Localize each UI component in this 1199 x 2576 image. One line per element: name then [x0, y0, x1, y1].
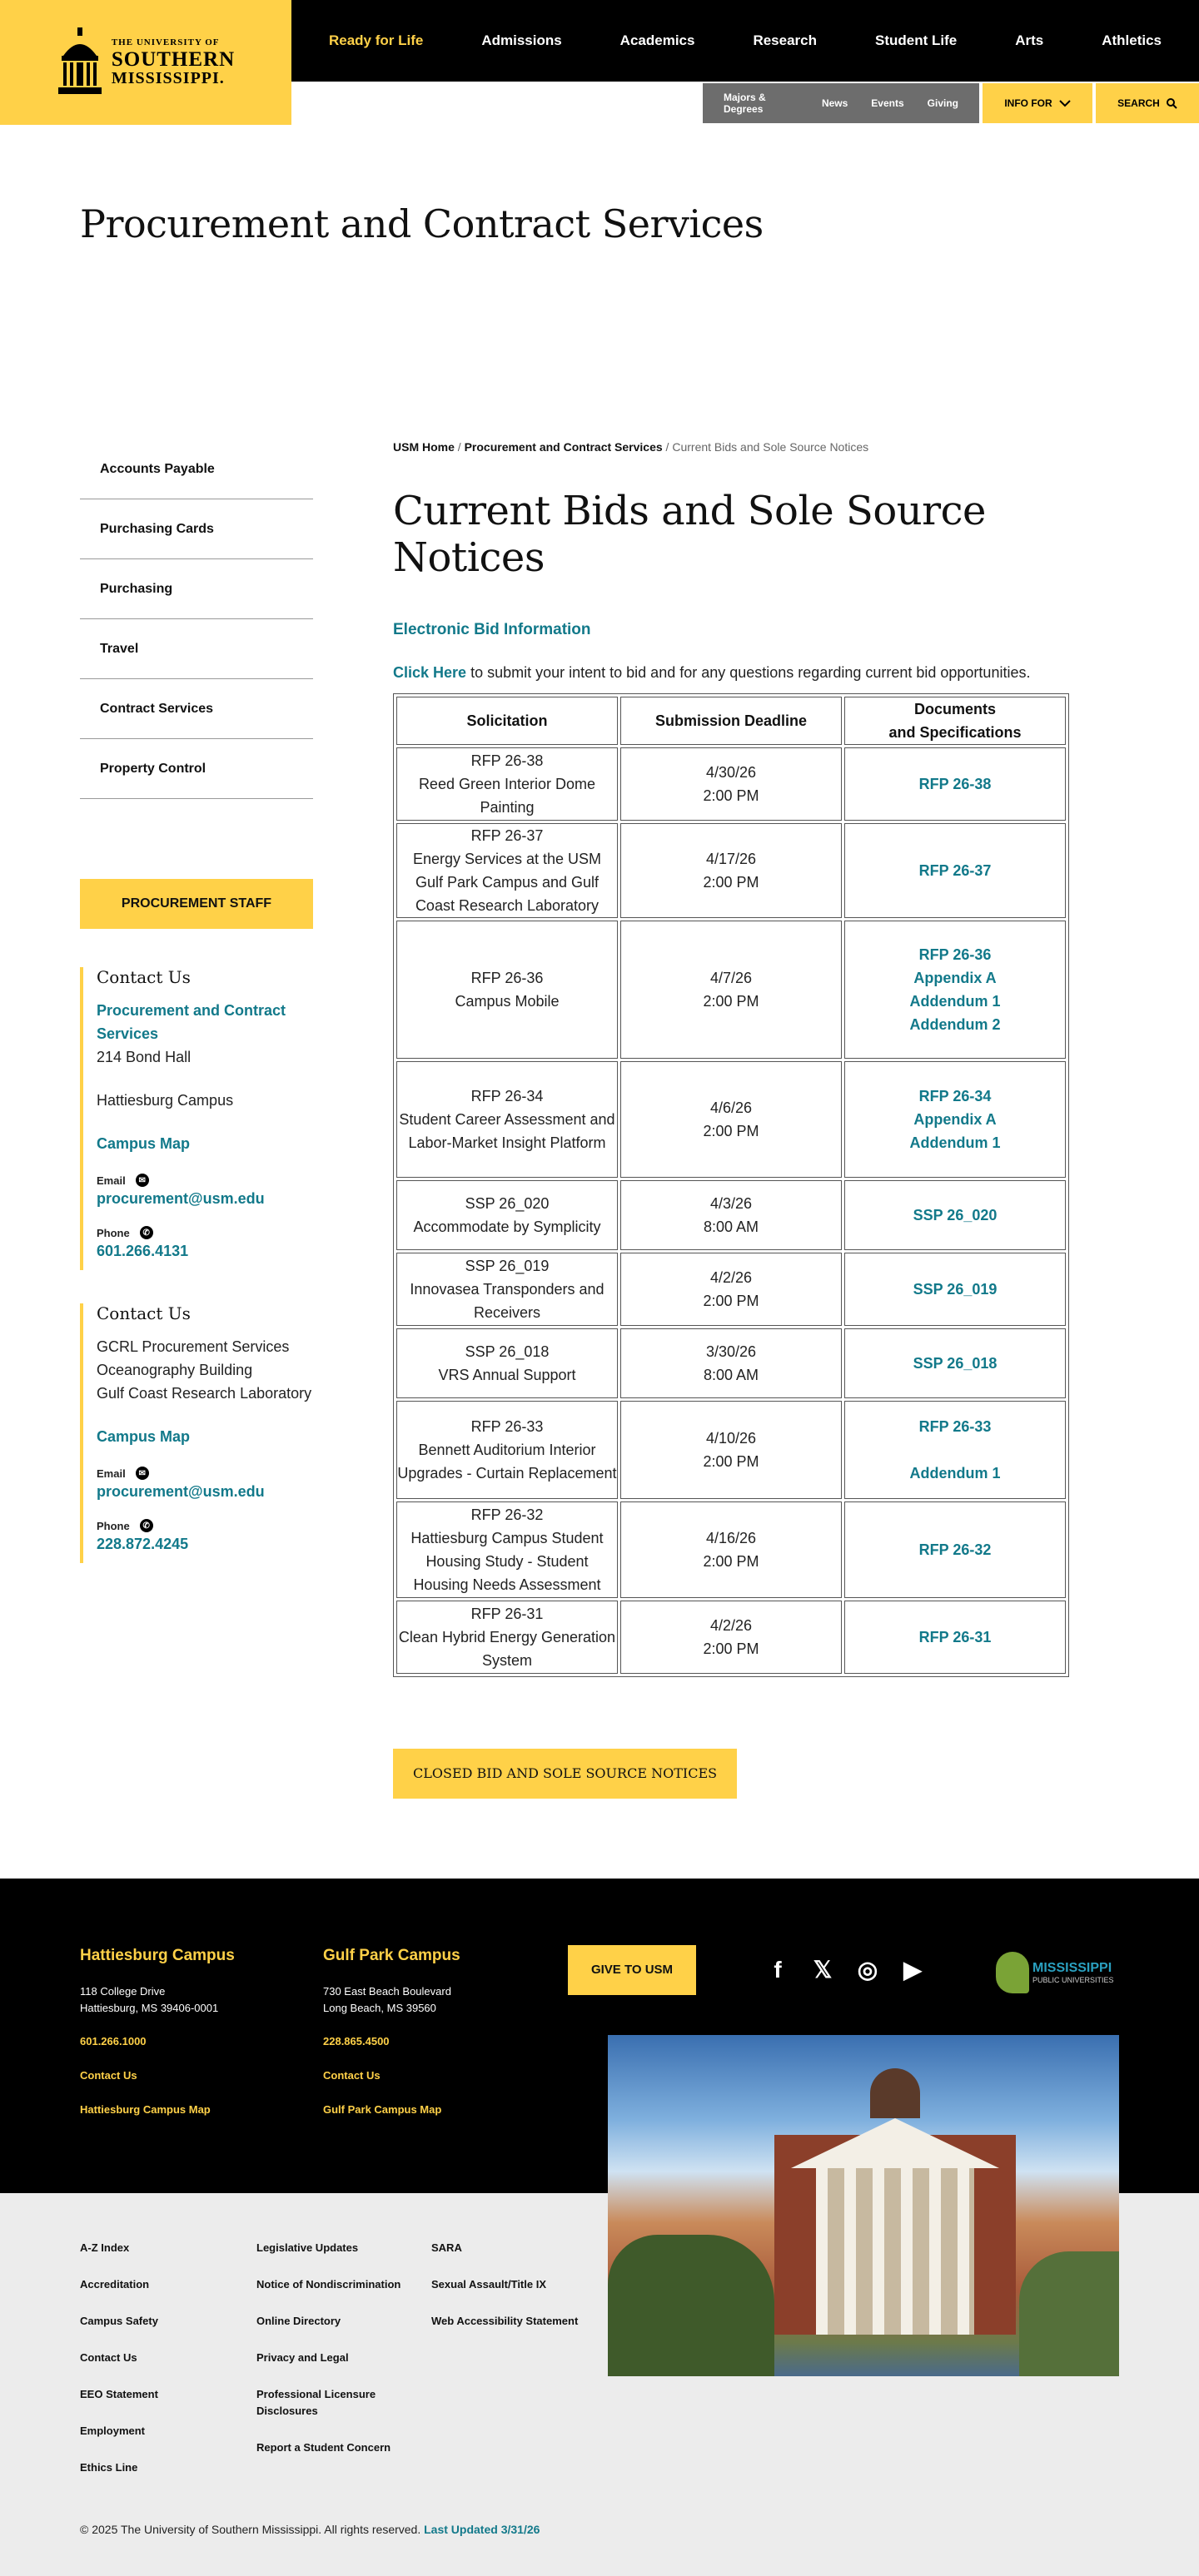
document-link[interactable]: RFP 26-34	[918, 1088, 992, 1104]
site-header	[0, 0, 1199, 125]
search-button[interactable]	[1096, 83, 1199, 123]
nav-academics[interactable]: Academics	[619, 32, 695, 48]
solicitation-cell: RFP 26-36 Campus Mobile	[396, 921, 618, 1059]
footer-link[interactable]: EEO Statement	[80, 2388, 158, 2400]
nav-student-life[interactable]: Student Life	[874, 32, 958, 48]
x-icon[interactable]: 𝕏	[813, 1957, 833, 1983]
email-link[interactable]: procurement@usm.edu	[97, 1190, 265, 1207]
campus-building-photo	[608, 2035, 1119, 2376]
footer-link[interactable]: Report a Student Concern	[256, 2441, 391, 2454]
utility-nav	[703, 83, 1199, 123]
logo-line-1: THE UNIVERSITY OF	[111, 37, 220, 47]
info-for-label: INFO FOR	[1004, 97, 1052, 109]
documents-cell	[844, 1253, 1066, 1326]
solicitation-cell: RFP 26-34 Student Career Assessment and Labor-Market Insight Platform	[396, 1061, 618, 1178]
electronic-bid-info-link[interactable]: Electronic Bid Information	[393, 621, 591, 638]
click-here-link[interactable]: Click Here	[393, 664, 467, 681]
youtube-icon[interactable]: ▶	[903, 1957, 922, 1983]
header-documents: Documents and Specifications	[844, 697, 1066, 745]
deadline-cell: 4/6/26 2:00 PM	[620, 1061, 842, 1178]
footer-links-col-3	[431, 2240, 581, 2350]
instagram-icon[interactable]: ◎	[857, 1957, 878, 1983]
social-links	[764, 1953, 926, 1987]
sidebar-item-purchasing[interactable]: Purchasing	[80, 559, 313, 619]
solicitation-cell: SSP 26_019 Innovasea Transponders and Receivers	[396, 1253, 618, 1326]
phone-link[interactable]: 228.872.4245	[97, 1536, 189, 1552]
contact-heading: Contact Us	[97, 1303, 191, 1323]
document-link[interactable]: Appendix A	[913, 1111, 997, 1128]
footer-link[interactable]: Contact Us	[80, 2351, 137, 2364]
table-row	[396, 1061, 1066, 1178]
campus-map-link[interactable]: Campus Map	[97, 1428, 191, 1445]
campus-contact-link[interactable]: Contact Us	[323, 2069, 381, 2082]
site-footer	[0, 1879, 1199, 2576]
deadline-cell: 4/3/26 8:00 AM	[620, 1180, 842, 1250]
nav-athletics[interactable]: Athletics	[1102, 32, 1162, 48]
university-logo[interactable]	[0, 0, 291, 125]
deadline-cell: 4/7/26 2:00 PM	[620, 921, 842, 1059]
table-row	[396, 1253, 1066, 1326]
document-link[interactable]: RFP 26-31	[918, 1629, 992, 1645]
copyright: © 2025 The University of Southern Mississippi. All rights reserved. Last Updated 3/31/26	[80, 2523, 540, 2536]
solicitation-cell: RFP 26-33 Bennett Auditorium Interior Upgrades - Curtain Replacement	[396, 1401, 618, 1499]
deadline-cell: 4/16/26 2:00 PM	[620, 1501, 842, 1598]
campus-map-link[interactable]: Hattiesburg Campus Map	[80, 2103, 211, 2116]
email-icon: ✉	[136, 1174, 149, 1187]
solicitation-cell: RFP 26-38 Reed Green Interior Dome Painting	[396, 747, 618, 821]
breadcrumb-home[interactable]: USM Home	[393, 440, 455, 454]
page-title-section	[0, 125, 1199, 439]
header-deadline: Submission Deadline	[620, 697, 842, 745]
table-header-row	[396, 697, 1066, 745]
sidebar-nav	[80, 439, 313, 799]
solicitation-cell: RFP 26-32 Hattiesburg Campus Student Housing Study - Student Housing Needs Assessment	[396, 1501, 618, 1598]
documents-cell	[844, 1061, 1066, 1178]
campus-title: Hattiesburg Campus	[80, 1947, 235, 1964]
breadcrumb-parent[interactable]: Procurement and Contract Services	[464, 440, 663, 454]
table-row	[396, 747, 1066, 821]
main-content	[393, 439, 1109, 1799]
search-label: SEARCH	[1117, 97, 1160, 109]
documents-cell	[844, 1601, 1066, 1674]
footer-link[interactable]: Privacy and Legal	[256, 2351, 349, 2364]
footer-link[interactable]: A-Z Index	[80, 2241, 130, 2254]
give-to-usm-button[interactable]: GIVE TO USM	[568, 1945, 696, 1995]
office-name: GCRL Procurement Services	[97, 1338, 290, 1355]
campus-phone-link[interactable]: 228.865.4500	[323, 2035, 390, 2047]
footer-gulfpark: Gulf Park Campus 730 East Beach Boulevard Long Beach, MS 39560 228.865.4500 Contact Us Gulf Park Campus Map	[323, 1947, 460, 2116]
documents-cell	[844, 1180, 1066, 1250]
nav-research[interactable]: Research	[753, 32, 817, 48]
document-link[interactable]: Appendix A	[913, 970, 997, 986]
documents-cell	[844, 1501, 1066, 1598]
footer-link[interactable]: Sexual Assault/Title IX	[431, 2278, 546, 2291]
document-link[interactable]: RFP 26-38	[918, 776, 992, 792]
sidebar-item-property-control[interactable]: Property Control	[80, 739, 313, 799]
utility-majors-degrees[interactable]: Majors & Degrees	[724, 92, 766, 115]
solicitation-cell: SSP 26_018 VRS Annual Support	[396, 1328, 618, 1398]
facebook-icon[interactable]: f	[774, 1957, 782, 1983]
documents-cell	[844, 921, 1066, 1059]
last-updated-link[interactable]: Last Updated 3/31/26	[424, 2523, 540, 2536]
documents-cell	[844, 823, 1066, 918]
footer-hattiesburg: Hattiesburg Campus 118 College Drive Hattiesburg, MS 39406-0001 601.266.1000 Contact Us Hattiesburg Campus Map	[80, 1947, 235, 2116]
breadcrumb-current: Current Bids and Sole Source Notices	[672, 440, 869, 454]
info-for-button[interactable]	[983, 83, 1092, 123]
deadline-cell: 4/10/26 2:00 PM	[620, 1401, 842, 1499]
sidebar-item-contract-services[interactable]: Contract Services	[80, 679, 313, 739]
chevron-down-icon	[1059, 99, 1071, 107]
content-heading: Current Bids and Sole Source Notices	[393, 488, 986, 581]
solicitation-cell: RFP 26-37 Energy Services at the USM Gulf Park Campus and Gulf Coast Research Laboratory	[396, 823, 618, 918]
document-link[interactable]: Addendum 1	[909, 993, 1001, 1010]
solicitation-cell: SSP 26_020 Accommodate by Symplicity	[396, 1180, 618, 1250]
main-nav	[291, 0, 1199, 82]
office-link[interactable]: Procurement and Contract Services	[97, 1002, 286, 1042]
sidebar-item-purchasing-cards[interactable]: Purchasing Cards	[80, 499, 313, 559]
table-row	[396, 1401, 1066, 1499]
utility-giving[interactable]: Giving	[927, 97, 958, 109]
document-link[interactable]: SSP 26_019	[913, 1281, 998, 1298]
email-label: Email	[97, 1174, 126, 1187]
logo-line-2: SOUTHERN	[111, 48, 236, 71]
footer-link[interactable]: Online Directory	[256, 2315, 341, 2327]
deadline-cell: 4/30/26 2:00 PM	[620, 747, 842, 821]
campus-title: Gulf Park Campus	[323, 1947, 460, 1964]
contact-card-hattiesburg	[80, 967, 313, 1270]
header-solicitation: Solicitation	[396, 697, 618, 745]
footer-link[interactable]: Employment	[80, 2425, 146, 2437]
document-link[interactable]: RFP 26-36	[918, 946, 992, 963]
document-link[interactable]: SSP 26_018	[913, 1355, 998, 1372]
footer-link[interactable]: Campus Safety	[80, 2315, 158, 2327]
campus-contact-link[interactable]: Contact Us	[80, 2069, 137, 2082]
footer-link[interactable]: Web Accessibility Statement	[431, 2315, 579, 2327]
solicitation-cell: RFP 26-31 Clean Hybrid Energy Generation System	[396, 1601, 618, 1674]
sidebar-item-accounts-payable[interactable]: Accounts Payable	[80, 439, 313, 499]
deadline-cell: 3/30/26 8:00 AM	[620, 1328, 842, 1398]
dome-logo-icon	[57, 27, 103, 97]
documents-cell	[844, 1328, 1066, 1398]
office-room: 214 Bond Hall	[97, 1049, 192, 1065]
bids-table	[393, 693, 1069, 1677]
page-title: Procurement and Contract Services	[80, 201, 764, 246]
footer-link[interactable]: SARA	[431, 2241, 462, 2254]
nav-admissions[interactable]: Admissions	[481, 32, 562, 48]
email-label: Email	[97, 1467, 126, 1480]
deadline-cell: 4/2/26 2:00 PM	[620, 1601, 842, 1674]
utility-events[interactable]: Events	[871, 97, 904, 109]
phone-label: Phone	[97, 1226, 130, 1239]
closed-bids-button[interactable]: CLOSED BID AND SOLE SOURCE NOTICES	[393, 1749, 737, 1799]
utility-news[interactable]: News	[821, 97, 848, 109]
sidebar-item-travel[interactable]: Travel	[80, 619, 313, 679]
document-link[interactable]: Addendum 2	[909, 1016, 1001, 1033]
mpu-mark-icon	[996, 1952, 1029, 1993]
document-link[interactable]: SSP 26_020	[913, 1207, 998, 1223]
documents-cell	[844, 747, 1066, 821]
sidebar	[80, 439, 313, 1799]
intro-text: Click Here to submit your intent to bid and for any questions regarding current bid opportunities.	[393, 664, 1031, 681]
campus-phone-link[interactable]: 601.266.1000	[80, 2035, 147, 2047]
phone-link[interactable]: 601.266.4131	[97, 1243, 189, 1259]
document-link[interactable]: RFP 26-32	[918, 1541, 992, 1558]
contact-card-gcrl	[80, 1303, 313, 1563]
table-row	[396, 1180, 1066, 1250]
documents-cell	[844, 1401, 1066, 1499]
footer-link[interactable]: Legislative Updates	[256, 2241, 359, 2254]
main-area	[0, 439, 1199, 1799]
table-row	[396, 823, 1066, 918]
office-campus: Hattiesburg Campus	[97, 1092, 234, 1109]
table-row	[396, 921, 1066, 1059]
nav-ready-for-life[interactable]: Ready for Life	[328, 32, 424, 48]
campus-map-link[interactable]: Campus Map	[97, 1135, 191, 1152]
contact-heading: Contact Us	[97, 967, 191, 987]
deadline-cell: 4/17/26 2:00 PM	[620, 823, 842, 918]
footer-links-col-1	[80, 2240, 230, 2496]
deadline-cell: 4/2/26 2:00 PM	[620, 1253, 842, 1326]
phone-icon: ✆	[140, 1519, 153, 1532]
email-link[interactable]: procurement@usm.edu	[97, 1483, 265, 1500]
document-link	[845, 1438, 1065, 1462]
search-icon	[1167, 98, 1177, 109]
document-link[interactable]: Addendum 1	[909, 1465, 1001, 1482]
footer-link[interactable]: Ethics Line	[80, 2461, 138, 2474]
phone-icon: ✆	[140, 1226, 153, 1239]
nav-arts[interactable]: Arts	[1015, 32, 1044, 48]
footer-link[interactable]: Accreditation	[80, 2278, 150, 2291]
logo-line-3: MISSISSIPPI.	[111, 69, 225, 87]
document-link[interactable]: Addendum 1	[909, 1134, 1001, 1151]
document-link[interactable]: RFP 26-37	[918, 862, 992, 879]
office-building: Oceanography Building	[97, 1362, 253, 1378]
phone-label: Phone	[97, 1519, 130, 1532]
email-icon: ✉	[136, 1467, 149, 1480]
footer-link[interactable]: Notice of Nondiscrimination	[256, 2278, 401, 2291]
footer-link[interactable]: Professional Licensure Disclosures	[256, 2388, 376, 2417]
footer-campuses	[0, 1879, 1199, 2193]
campus-map-link[interactable]: Gulf Park Campus Map	[323, 2103, 442, 2116]
mississippi-public-universities-logo[interactable]: MISSISSIPPI PUBLIC UNIVERSITIES	[996, 1948, 1119, 1997]
procurement-staff-button[interactable]: PROCUREMENT STAFF	[80, 879, 313, 929]
office-location: Gulf Coast Research Laboratory	[97, 1385, 312, 1402]
table-row	[396, 1328, 1066, 1398]
table-row	[396, 1601, 1066, 1674]
document-link[interactable]: RFP 26-33	[918, 1418, 992, 1435]
table-row	[396, 1501, 1066, 1598]
footer-links-col-2	[256, 2240, 406, 2476]
breadcrumb: USM Home / Procurement and Contract Services / Current Bids and Sole Source Notices	[393, 440, 869, 454]
